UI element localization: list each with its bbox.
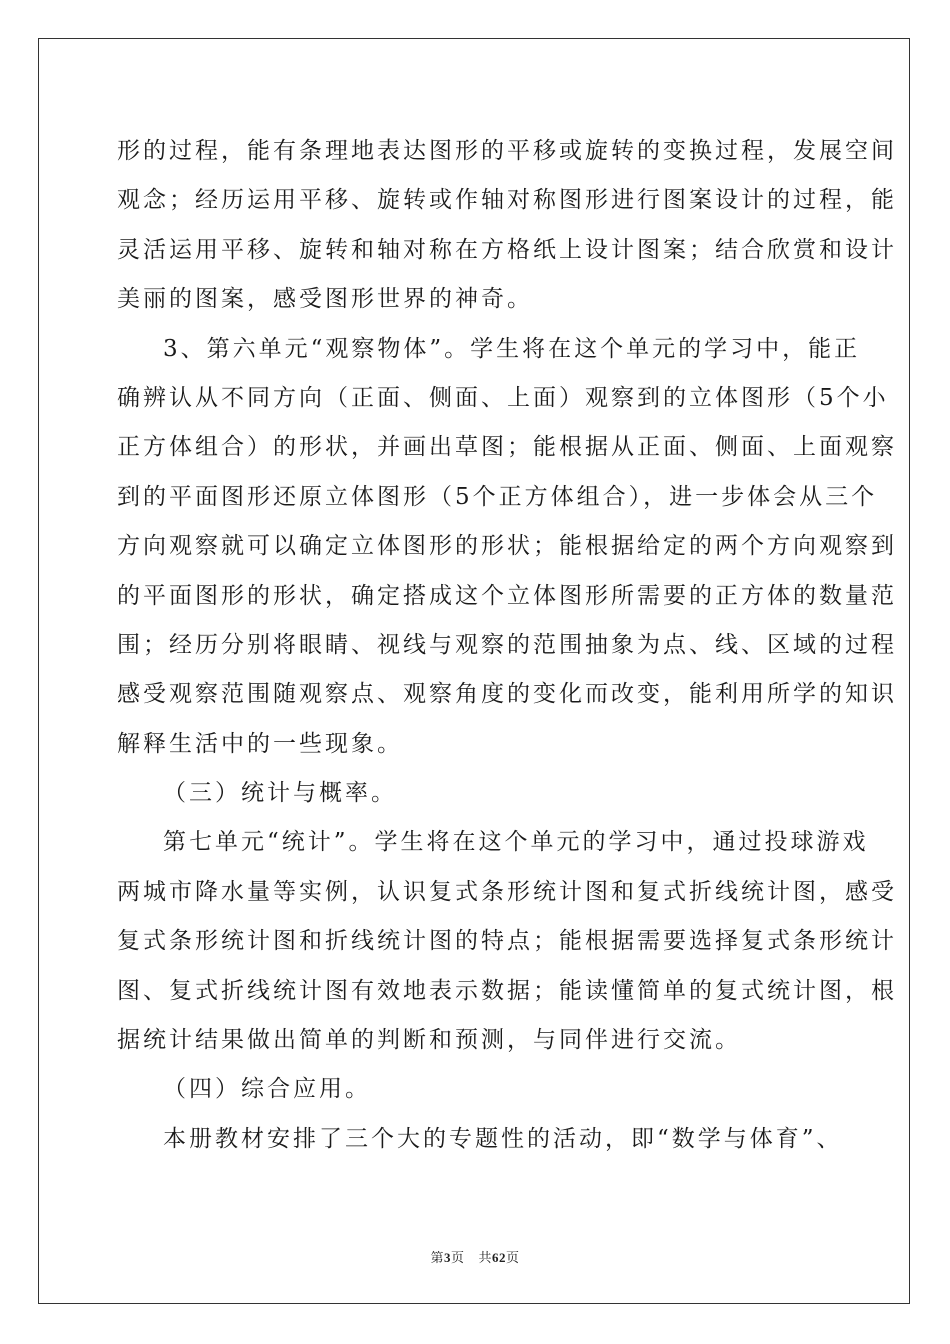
text-line-5: 3、第六单元“观察物体”。学生将在这个单元的学习中，能正 bbox=[163, 335, 861, 362]
text-line-2: 观念；经历运用平移、旋转或作轴对称图形进行图案设计的过程，能 bbox=[117, 187, 897, 214]
section-heading-application: （四）综合应用。 bbox=[163, 1076, 371, 1103]
section-heading-statistics: （三）统计与概率。 bbox=[163, 780, 397, 807]
text-line-9: 方向观察就可以确定立体图形的形状；能根据给定的两个方向观察到 bbox=[117, 533, 897, 560]
page-prefix: 第 bbox=[430, 1251, 444, 1266]
text-line-3: 灵活运用平移、旋转和轴对称在方格纸上设计图案；结合欣赏和设计 bbox=[117, 236, 897, 263]
page-number: 3 bbox=[443, 1250, 451, 1265]
text-line-1: 形的过程，能有条理地表达图形的平移或旋转的变换过程，发展空间 bbox=[117, 138, 897, 164]
text-line-15: 第七单元“统计”。学生将在这个单元的学习中，通过投球游戏 bbox=[163, 829, 869, 856]
text-line-16: 两城市降水量等实例，认识复式条形统计图和复式折线统计图，感受 bbox=[117, 878, 897, 905]
text-line-21: 本册教材安排了三个大的专题性的活动，即“数学与体育”、 bbox=[163, 1125, 843, 1152]
total-prefix: 共 bbox=[478, 1251, 493, 1266]
text-line-8: 到的平面图形还原立体图形（5个正方体组合），进一步体会从三个 bbox=[117, 483, 878, 510]
total-suffix: 页 bbox=[506, 1251, 520, 1266]
text-line-11: 围；经历分别将眼睛、视线与观察的范围抽象为点、线、区域的过程 bbox=[117, 631, 897, 658]
text-line-7: 正方体组合）的形状，并画出草图；能根据从正面、侧面、上面观察 bbox=[117, 434, 897, 461]
text-line-6: 确辨认从不同方向（正面、侧面、上面）观察到的立体图形（5个小 bbox=[117, 384, 889, 411]
text-line-4: 美丽的图案，感受图形世界的神奇。 bbox=[117, 286, 533, 313]
total-pages: 62 bbox=[492, 1250, 507, 1265]
text-line-19: 据统计结果做出简单的判断和预测，与同伴进行交流。 bbox=[117, 1027, 741, 1054]
text-line-12: 感受观察范围随观察点、观察角度的变化而改变，能利用所学的知识 bbox=[117, 681, 897, 708]
page-suffix: 页 bbox=[450, 1251, 465, 1266]
document-body bbox=[117, 127, 897, 1164]
text-line-13: 解释生活中的一些现象。 bbox=[117, 730, 403, 757]
page-footer bbox=[0, 1247, 950, 1266]
text-line-17: 复式条形统计图和折线统计图的特点；能根据需要选择复式条形统计 bbox=[117, 928, 897, 955]
text-line-18: 图、复式折线统计图有效地表示数据；能读懂简单的复式统计图，根 bbox=[117, 977, 897, 1004]
text-line-10: 的平面图形的形状，确定搭成这个立体图形所需要的正方体的数量范 bbox=[117, 582, 897, 609]
